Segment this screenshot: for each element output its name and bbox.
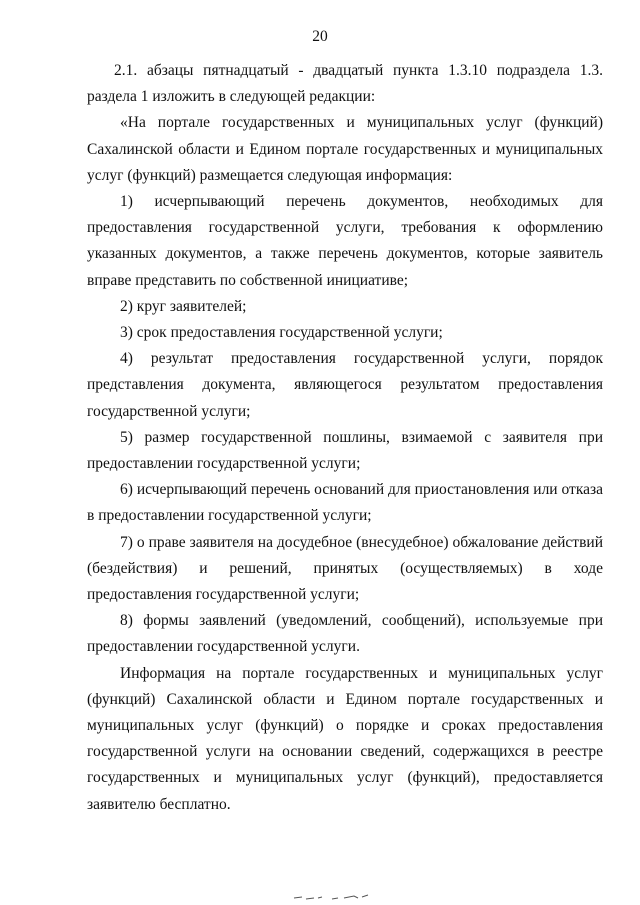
list-item-2: 2) круг заявителей;	[120, 297, 247, 315]
portal-info-paragraph: «На портале государственных и муниципальных услуг (функций) Сахалинской области и Едином портале государственных и муниципальных услуг (функций) размещается следующая информация:	[87, 114, 603, 184]
list-item-1	[87, 189, 603, 294]
amendment-intro-paragraph: 2.1. абзацы пятнадцатый - двадцатый пункта 1.3.10 подраздела 1.3. раздела 1 изложить в следующей редакции:	[87, 62, 603, 106]
list-item-5: 5) размер государственной пошлины, взимаемой с заявителя при предоставлении государственной услуги;	[87, 428, 603, 473]
list-item-6: 6) исчерпывающий перечень оснований для приостановления или отказа в предоставлении государственной услуги;	[87, 481, 603, 525]
page-number: 20	[312, 28, 328, 45]
closing-paragraph: Информация на портале государственных и муниципальных услуг (функций) Сахалинской области и Едином портале государственных и муниципальных услуг (функций) о порядке и сроках предоставления государственной услуги на основании сведений, содержащихся в реестре государственных и муниципальных услуг (функций), предоставляется заявителю бесплатно.	[87, 664, 603, 813]
scan-artifact-mark	[292, 892, 372, 902]
list-item-8: 8) формы заявлений (уведомлений, сообщений), используемые при предоставлении государственной услуги.	[87, 612, 603, 656]
list-item-1-tail: предоставления государственной услуги, требования к оформлению указанных документов, а также перечень документов, которые заявитель вправе представить по собственной инициативе;	[87, 219, 603, 289]
document-body	[87, 58, 603, 818]
list-item-7: 7) о праве заявителя на досудебное (внесудебное) обжалование действий (бездействия) и решений, принятых (осуществляемых) в ходе предоставления государственной услуги;	[87, 533, 603, 604]
list-item-1-lead: 1) исчерпывающий перечень документов, необходимых для	[120, 193, 603, 211]
list-item-3: 3) срок предоставления государственной услуги;	[120, 324, 443, 342]
list-item-4: 4) результат предоставления государственной услуги, порядок представления документа, являющегося результатом предоставления государственной услуги;	[87, 350, 603, 420]
